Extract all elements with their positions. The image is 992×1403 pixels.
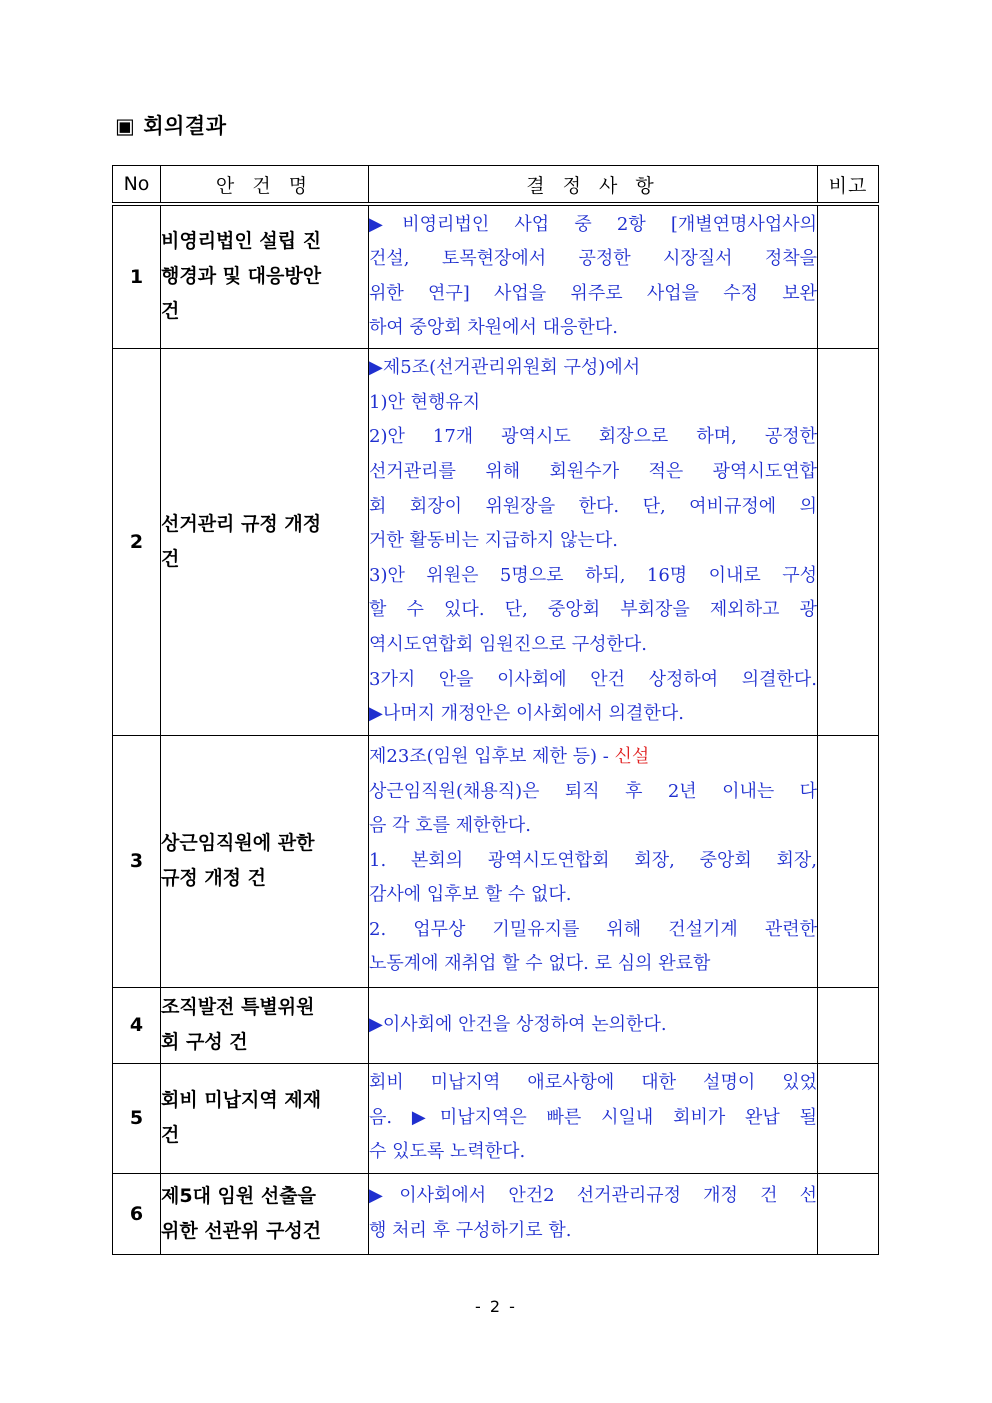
decision-line: 3)안 위원은 5명으로 하되, 16명 이내로 구성 [369,564,817,586]
decision-text [369,735,818,987]
decision-line: 1. 본회의 광역시도연합회 회장, 중앙회 회장, [369,849,817,871]
table-row [113,987,879,1063]
decision-text [369,1173,818,1254]
decision-line: ▶이사회에 안건을 상정하여 논의한다. [369,1013,667,1035]
agenda-title-line: 위한 선관위 구성건 [161,1219,322,1242]
decision-line: 회비 미납지역 애로사항에 대한 설명이 있었 [369,1072,817,1094]
decision-text [369,348,818,735]
table-row [113,204,879,348]
row-number: 4 [113,987,161,1063]
decision-line: 위한 연구] 사업을 위주로 사업을 수정 보완 [369,282,817,304]
decision-line [369,740,817,775]
row-number: 6 [113,1173,161,1254]
decision-line: 음. ▶미납지역은 빠른 시일내 회비가 완납 될 [369,1106,817,1128]
row-number: 5 [113,1063,161,1173]
decision-text [369,1063,818,1173]
agenda-title-line: 건 [161,300,180,323]
table-row [113,1063,879,1173]
meeting-results-table [112,165,879,1255]
agenda-title [161,1063,369,1173]
agenda-title-line: 비영리법인 설립 진 [161,230,322,253]
table-header-row [113,166,879,205]
agenda-title-line: 회 구성 건 [161,1031,248,1053]
note-cell [818,735,879,987]
agenda-title-line: 행경과 및 대응방안 [161,265,322,288]
note-cell [818,204,879,348]
decision-line: ▶나머지 개정안은 이사회에서 의결한다. [369,703,684,725]
header-note: 비고 [818,166,879,205]
agenda-title [161,348,369,735]
header-no: No [113,166,161,205]
agenda-title [161,1173,369,1254]
agenda-title [161,204,369,348]
decision-line: 할 수 있다. 단, 중앙회 부회장을 제외하고 광 [369,599,817,621]
header-agenda: 안 건 명 [161,166,369,205]
header-decision: 결 정 사 항 [369,166,818,205]
table-row [113,1173,879,1254]
agenda-title-line: 회비 미납지역 제재 [161,1089,322,1111]
table-row [113,348,879,735]
decision-line: 3가지 안을 이사회에 안건 상정하여 의결한다. [369,668,817,690]
decision-line: 수 있도록 노력한다. [369,1141,526,1163]
decision-line: 노동계에 재취업 할 수 없다. 로 심의 완료함 [369,953,711,975]
agenda-title-line: 조직발전 특별위원 [161,996,315,1018]
new-article-tag: 신설 [614,745,650,767]
note-cell [818,1173,879,1254]
decision-line: ▶비영리법인 사업 중 2항 [개별연명사업사의 [369,213,817,235]
row-number: 2 [113,348,161,735]
decision-line: 감사에 입후보 할 수 없다. [369,884,572,906]
decision-line: 1)안 현행유지 [369,391,481,413]
decision-line: 거한 활동비는 지급하지 않는다. [369,530,618,552]
decision-text [369,204,818,348]
agenda-title-line: 상근임직원에 관한 [161,832,315,854]
decision-line: 역시도연합회 임원진으로 구성한다. [369,633,647,655]
decision-line: ▶제5조(선거관리위원회 구성)에서 [369,357,641,379]
decision-line: 선거관리를 위해 회원수가 적은 광역시도연합 [369,461,817,483]
agenda-title-line: 선거관리 규정 개정 [161,512,322,535]
note-cell [818,1063,879,1173]
agenda-title-line: 제5대 임원 선출을 [161,1184,316,1207]
table-row [113,735,879,987]
decision-line: 상근임직원(채용직)은 퇴직 후 2년 이내는 다 [369,780,817,802]
agenda-title [161,735,369,987]
decision-line: 회 회장이 위원장을 한다. 단, 여비규정에 의 [369,495,817,517]
decision-line: 행 처리 후 구성하기로 함. [369,1219,572,1241]
section-heading [115,110,227,140]
decision-line: 건설, 토목현장에서 공정한 시장질서 정착을 [369,248,817,270]
note-cell [818,987,879,1063]
decision-line: ▶이사회에서 안건2 선거관리규정 개정 건 선 [369,1184,817,1206]
page-number: - 2 - [475,1297,517,1316]
decision-line: 음 각 호를 제한한다. [369,815,531,837]
square-bullet-icon: ▣ [115,114,136,138]
agenda-title-line: 건 [161,1124,180,1146]
decision-line: 2. 업무상 기밀유지를 위해 건설기계 관련한 [369,918,817,940]
section-title: 회의결과 [143,114,227,138]
agenda-title-line: 규정 개정 건 [161,867,266,889]
decision-line: 하여 중앙회 차원에서 대응한다. [369,317,618,339]
agenda-title-line: 건 [161,547,180,570]
row-number: 3 [113,735,161,987]
decision-line: 2)안 17개 광역시도 회장으로 하며, 공정한 [369,426,817,448]
decision-text [369,987,818,1063]
article-title: 제23조(임원 입후보 제한 등) - [369,745,615,767]
note-cell [818,348,879,735]
row-number: 1 [113,204,161,348]
agenda-title [161,987,369,1063]
